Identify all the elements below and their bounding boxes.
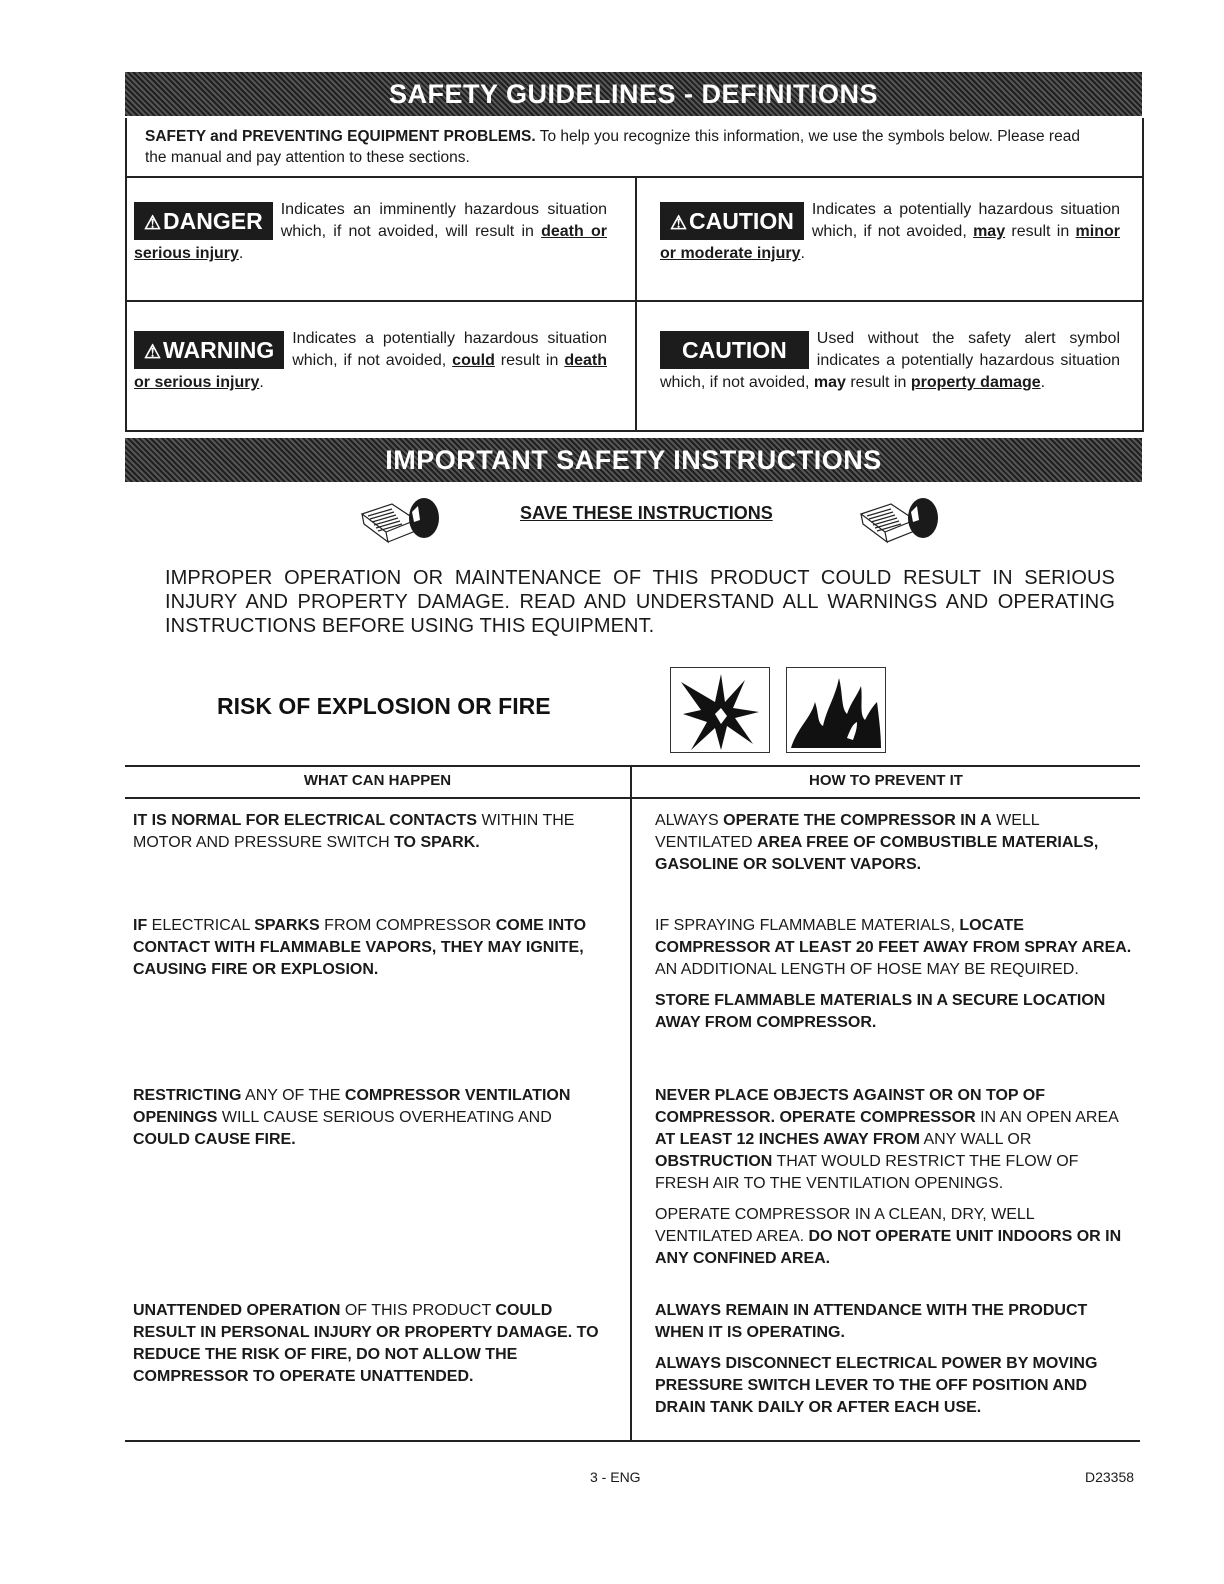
intro-body: To help you recognize this information, we use the symbols below. Please read the manual and pay attention to these sections. (145, 128, 1080, 166)
text: COULD RESULT IN PERSONAL INJURY OR PROPERTY DAMAGE. TO REDUCE THE RISK OF FIRE, DO NOT ALLOW THE COMPRESSOR TO OPERATE UNATTENDED. (133, 1302, 599, 1385)
table-cell-how (655, 1300, 1135, 1428)
text: could (452, 352, 495, 369)
text: WITHIN THE MOTOR AND PRESSURE SWITCH (133, 812, 575, 851)
column-header-how: HOW TO PREVENT IT (809, 772, 963, 789)
text: IT IS NORMAL FOR ELECTRICAL CONTACTS (133, 812, 477, 829)
text: TO SPARK. (394, 834, 480, 851)
cell-paragraph (655, 1085, 1135, 1195)
text: OPERATE THE COMPRESSOR IN A (723, 812, 992, 829)
cell-paragraph (655, 810, 1135, 876)
table-cell-how (655, 915, 1135, 1043)
read-manual-icon (857, 492, 947, 554)
text: . (1040, 374, 1046, 391)
text: WELL VENTILATED (655, 812, 1040, 851)
table-cell-what (133, 1300, 608, 1397)
alert-triangle-icon: ⚠ (670, 213, 688, 234)
caution-plain-badge (660, 331, 809, 369)
banner-safety-guidelines (125, 72, 1142, 116)
definitions-box (125, 118, 1144, 432)
text: . (238, 245, 244, 262)
document-code: D23358 (1085, 1469, 1135, 1485)
text: minor or moderate injury (660, 223, 1120, 262)
text: AREA FREE OF COMBUSTIBLE MATERIALS, GASOLINE OR SOLVENT VAPORS. (655, 834, 1099, 873)
table-cell-what (133, 810, 608, 863)
fire-icon (786, 667, 886, 753)
warning-definition (134, 328, 607, 394)
text: ANY WALL OR (919, 1131, 1032, 1148)
text: AN ADDITIONAL LENGTH OF HOSE MAY BE REQUIRED. (655, 961, 1079, 978)
text: result in (845, 374, 911, 391)
text: OF THIS PRODUCT (340, 1302, 496, 1319)
cell-paragraph (655, 1204, 1135, 1270)
banner-title: SAFETY GUIDELINES - DEFINITIONS (388, 78, 879, 109)
caution-plain-definition (660, 328, 1120, 394)
table-cell-what (133, 915, 608, 990)
cell-paragraph (133, 915, 608, 981)
badge-label: CAUTION (689, 208, 794, 234)
text: Indicates a potentially hazardous situation which, if not avoided, (292, 330, 607, 369)
text: RESTRICTING (133, 1087, 242, 1104)
badge-label: DANGER (163, 208, 263, 234)
text: Indicates a potentially hazardous situation which, if not avoided, (811, 201, 1120, 240)
text: may (973, 223, 1006, 240)
text: result in (494, 352, 565, 369)
text: UNATTENDED OPERATION (133, 1302, 341, 1319)
text: COULD CAUSE FIRE. (133, 1131, 296, 1148)
caution-alert-definition (660, 199, 1120, 265)
text: NEVER PLACE OBJECTS AGAINST OR ON TOP OF COMPRESSOR. OPERATE COMPRESSOR (655, 1087, 1045, 1126)
intro-text (145, 126, 1105, 168)
alert-triangle-icon: ⚠ (144, 213, 162, 234)
danger-badge (134, 202, 273, 240)
text: death or serious injury (134, 352, 607, 391)
text: COME INTO CONTACT WITH FLAMMABLE VAPORS, THEY MAY IGNITE, CAUSING FIRE OR EXPLOSION. (133, 917, 587, 978)
text: death or serious injury (134, 223, 607, 262)
text: Used without the safety alert symbol indicates a potentially hazardous situation which, if not avoided, (660, 330, 1120, 391)
header-rule (125, 797, 1140, 799)
text: LOCATE COMPRESSOR AT LEAST 20 FEET AWAY FROM SPRAY AREA. (655, 917, 1132, 956)
column-header-what: WHAT CAN HAPPEN (303, 772, 452, 789)
divider (635, 176, 637, 430)
text: IF SPRAYING FLAMMABLE MATERIALS, (655, 917, 960, 934)
text: OBSTRUCTION (655, 1153, 773, 1170)
warning-badge (134, 331, 284, 369)
text: ANY OF THE (241, 1087, 345, 1104)
caution-badge (660, 202, 804, 240)
alert-triangle-icon: ⚠ (144, 342, 162, 363)
general-warning-text: IMPROPER OPERATION OR MAINTENANCE OF THIS PRODUCT COULD RESULT IN SERIOUS INJURY AND PROPERTY DAMAGE. READ AND UNDERSTAND ALL WARNINGS AND OPERATING INSTRUCTIONS BEFORE USING THIS EQUIPMENT. (165, 567, 1115, 637)
cell-paragraph (133, 1085, 608, 1151)
table-cell-what (133, 1085, 608, 1160)
text: SPARKS (254, 917, 320, 934)
text: result in (1005, 223, 1076, 240)
cell-paragraph (655, 915, 1135, 981)
cell-paragraph (655, 1353, 1135, 1419)
text: may (813, 374, 846, 391)
cell-paragraph (655, 990, 1135, 1034)
text: THAT WOULD RESTRICT THE FLOW OF FRESH AIR TO THE VENTILATION OPENINGS. (655, 1153, 1079, 1192)
table-cell-how (655, 810, 1135, 885)
cell-paragraph (133, 810, 608, 854)
read-manual-icon (358, 492, 448, 554)
badge-label: WARNING (163, 337, 275, 363)
text: STORE FLAMMABLE MATERIALS IN A SECURE LOCATION AWAY FROM COMPRESSOR. (655, 992, 1106, 1031)
text: COMPRESSOR VENTILATION OPENINGS (133, 1087, 571, 1126)
table-top-rule (125, 765, 1140, 767)
text: FROM COMPRESSOR (319, 917, 496, 934)
text: ALWAYS REMAIN IN ATTENDANCE WITH THE PRODUCT WHEN IT IS OPERATING. (655, 1302, 1088, 1341)
page-number: 3 - ENG (590, 1469, 641, 1485)
text: AT LEAST 12 INCHES AWAY FROM (655, 1131, 920, 1148)
table-bottom-rule (125, 1440, 1140, 1442)
explosion-icon (670, 667, 770, 753)
text: IN AN OPEN AREA (975, 1109, 1118, 1126)
text: . (800, 245, 805, 262)
text: IF (133, 917, 148, 934)
text: DO NOT OPERATE UNIT INDOORS OR IN ANY CONFINED AREA. (655, 1228, 1122, 1267)
text: OPERATE COMPRESSOR IN A CLEAN, DRY, WELL VENTILATED AREA. (655, 1206, 1035, 1245)
text: Indicates an imminently hazardous situation which, if not avoided, will result in (280, 201, 607, 240)
text: . (259, 374, 264, 391)
cell-paragraph (133, 1300, 608, 1388)
banner-title: IMPORTANT SAFETY INSTRUCTIONS (385, 444, 882, 475)
text: WILL CAUSE SERIOUS OVERHEATING AND (217, 1109, 552, 1126)
table-cell-how (655, 1085, 1135, 1279)
cell-paragraph (655, 1300, 1135, 1344)
text: ALWAYS (655, 812, 724, 829)
banner-important-safety (125, 438, 1142, 482)
badge-label: CAUTION (682, 337, 787, 363)
danger-definition (134, 199, 607, 265)
risk-title: RISK OF EXPLOSION OR FIRE (217, 693, 551, 719)
text: ELECTRICAL (147, 917, 255, 934)
intro-bold: SAFETY and PREVENTING EQUIPMENT PROBLEMS. (145, 128, 536, 145)
save-instructions-label: SAVE THESE INSTRUCTIONS (520, 503, 773, 523)
text: ALWAYS DISCONNECT ELECTRICAL POWER BY MOVING PRESSURE SWITCH LEVER TO THE OFF POSITION AND DRAIN TANK DAILY OR AFTER EACH USE. (655, 1355, 1098, 1416)
column-divider (630, 765, 632, 1440)
text: property damage (910, 374, 1041, 391)
